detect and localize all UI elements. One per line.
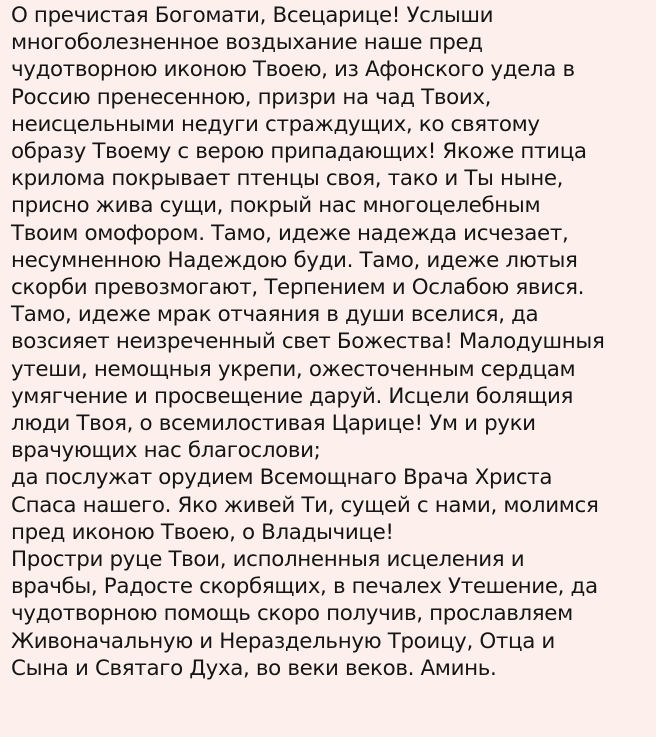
prayer-line: скорби превозмогают, Терпением и Ослабою явися.: [11, 275, 585, 301]
prayer-line: возсияет неизреченный свет Божества! Малодушныя: [11, 329, 605, 355]
prayer-line: чудотворною иконою Твоею, из Афонского удела в: [11, 57, 575, 83]
prayer-line: несумненною Надеждою буди. Тамо, идеже лютыя: [11, 247, 578, 273]
prayer-line: умягчение и просвещение даруй. Исцели болящия: [11, 383, 574, 409]
prayer-line: врачбы, Радосте скорбящих, в печалех Утешение, да: [11, 574, 598, 600]
prayer-line: присно жива сущи, покрый нас многоцелебным: [11, 193, 541, 219]
prayer-line: Россию пренесенною, призри на чад Твоих,: [11, 84, 492, 110]
prayer-line: О пречистая Богомати, Всецарице! Услыши: [11, 3, 494, 28]
prayer-line: люди Твоя, о всемилостивая Царице! Ум и руки: [11, 411, 536, 437]
prayer-line: Тамо, идеже мрак отчаяния в души вселися, да: [11, 302, 539, 328]
prayer-line: неисцельными недуги страждущих, ко святому: [11, 111, 540, 137]
prayer-line: Живоначальную и Нераздельную Троицу, Отца и: [11, 628, 555, 654]
prayer-line: крилома покрывает птенцы своя, тако и Ты ныне,: [11, 166, 564, 192]
prayer-line: пред иконою Твоею, о Владычице!: [11, 519, 394, 545]
prayer-line: чудотворною помощь скоро получив, прославляем: [11, 601, 573, 627]
prayer-line: Простри руце Твои, исполненныя исцеления и: [11, 547, 525, 573]
prayer-line: Спаса нашего. Яко живей Ти, сущей с нами, молимся: [11, 492, 599, 518]
prayer-line: многоболезненное воздыхание наше пред: [11, 30, 483, 56]
prayer-line: утеши, немощныя укрепи, ожесточенным сердцам: [11, 356, 576, 382]
prayer-line: да послужат орудием Всемощнаго Врача Христа: [11, 465, 553, 491]
prayer-line: образу Твоему с верою припадающих! Якоже птица: [11, 139, 587, 165]
prayer-text: [11, 2, 646, 682]
prayer-line: врачующих нас благослови;: [11, 438, 321, 464]
prayer-line: Твоим омофором. Тамо, идеже надежда исчезает,: [11, 220, 569, 246]
prayer-line: Сына и Святаго Духа, во веки веков. Аминь.: [11, 655, 497, 681]
